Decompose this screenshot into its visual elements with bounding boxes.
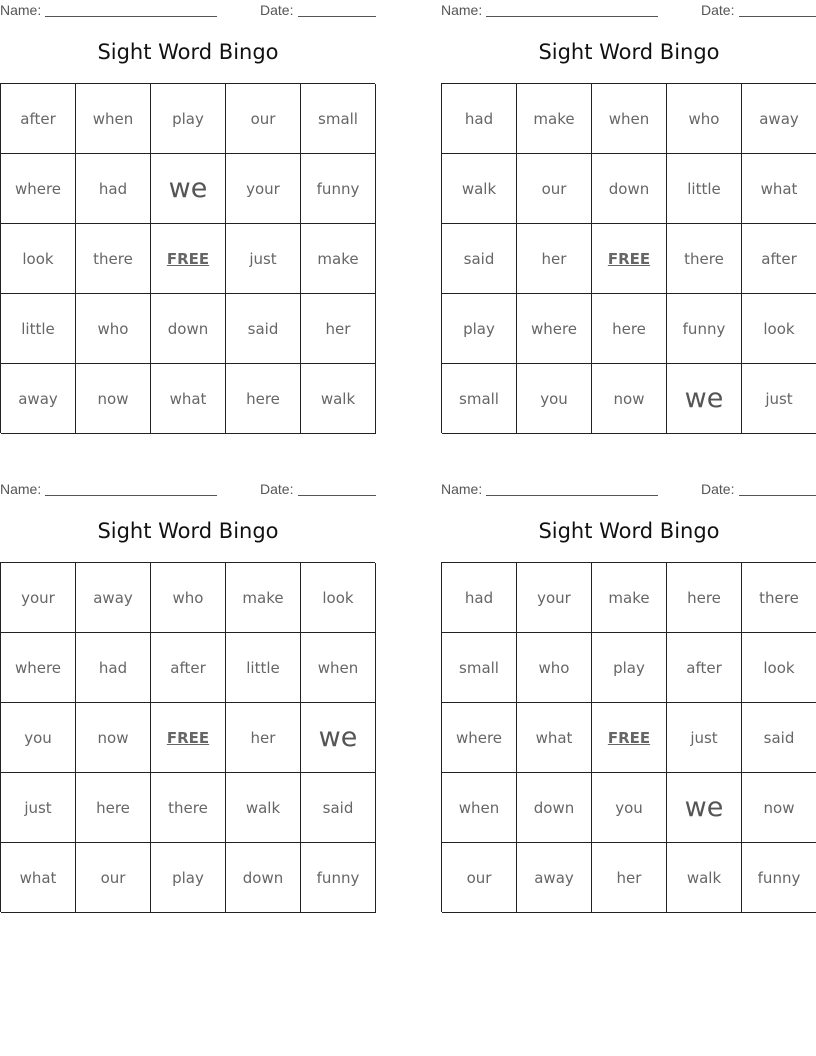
word-cell[interactable]: we (301, 703, 376, 773)
word-cell[interactable]: small (442, 364, 517, 434)
word-cell[interactable]: there (667, 224, 742, 294)
word-cell[interactable]: play (151, 843, 226, 913)
word-cell[interactable]: when (76, 84, 151, 154)
name-date-header (0, 2, 376, 20)
word-cell[interactable]: said (301, 773, 376, 843)
word-cell[interactable]: you (592, 773, 667, 843)
name-label: Name: (0, 481, 42, 497)
word-cell[interactable]: now (76, 364, 151, 434)
word-cell[interactable]: our (517, 154, 592, 224)
name-label: Name: (0, 2, 42, 18)
word-cell[interactable]: down (226, 843, 301, 913)
word-cell[interactable]: here (76, 773, 151, 843)
word-cell[interactable]: our (226, 84, 301, 154)
word-cell[interactable]: when (301, 633, 376, 703)
word-cell[interactable]: away (1, 364, 76, 434)
word-cell[interactable]: who (667, 84, 742, 154)
word-cell[interactable]: after (742, 224, 816, 294)
word-cell[interactable]: make (301, 224, 376, 294)
word-cell[interactable]: where (1, 633, 76, 703)
word-cell[interactable]: when (592, 84, 667, 154)
word-cell[interactable]: make (592, 563, 667, 633)
name-write-line[interactable] (45, 495, 217, 496)
free-space-cell[interactable]: FREE (592, 224, 667, 294)
word-cell[interactable]: down (517, 773, 592, 843)
word-cell[interactable]: here (226, 364, 301, 434)
date-write-line[interactable] (739, 16, 816, 17)
word-cell[interactable]: little (1, 294, 76, 364)
word-cell[interactable]: you (1, 703, 76, 773)
word-cell[interactable]: our (76, 843, 151, 913)
word-cell[interactable]: had (442, 84, 517, 154)
word-cell[interactable]: there (76, 224, 151, 294)
name-write-line[interactable] (486, 16, 658, 17)
word-cell[interactable]: look (742, 633, 816, 703)
word-cell[interactable]: after (1, 84, 76, 154)
word-cell[interactable]: make (226, 563, 301, 633)
word-cell[interactable]: just (667, 703, 742, 773)
word-cell[interactable]: make (517, 84, 592, 154)
word-cell[interactable]: now (76, 703, 151, 773)
word-cell[interactable]: where (1, 154, 76, 224)
name-date-header (441, 2, 816, 20)
bingo-grid (0, 83, 375, 433)
date-label: Date: (260, 2, 294, 18)
word-cell[interactable]: away (76, 563, 151, 633)
name-label: Name: (441, 481, 483, 497)
word-cell[interactable]: what (1, 843, 76, 913)
word-cell[interactable]: had (442, 563, 517, 633)
word-cell[interactable]: our (442, 843, 517, 913)
date-label: Date: (260, 481, 294, 497)
word-cell[interactable]: what (517, 703, 592, 773)
free-space-cell[interactable]: FREE (151, 224, 226, 294)
word-cell[interactable]: little (667, 154, 742, 224)
name-write-line[interactable] (45, 16, 217, 17)
word-cell[interactable]: your (517, 563, 592, 633)
word-cell[interactable]: said (742, 703, 816, 773)
word-cell[interactable]: her (226, 703, 301, 773)
word-cell[interactable]: down (592, 154, 667, 224)
word-cell[interactable]: we (667, 773, 742, 843)
word-cell[interactable]: small (301, 84, 376, 154)
word-cell[interactable]: funny (301, 843, 376, 913)
word-cell[interactable]: who (76, 294, 151, 364)
word-cell[interactable]: we (151, 154, 226, 224)
word-cell[interactable]: just (742, 364, 816, 434)
word-cell[interactable]: just (1, 773, 76, 843)
word-cell[interactable]: said (226, 294, 301, 364)
word-cell[interactable]: what (151, 364, 226, 434)
word-cell[interactable]: small (442, 633, 517, 703)
word-cell[interactable]: we (667, 364, 742, 434)
date-label: Date: (701, 481, 735, 497)
word-cell[interactable]: away (517, 843, 592, 913)
word-cell[interactable]: her (592, 843, 667, 913)
word-cell[interactable]: where (442, 703, 517, 773)
word-cell[interactable]: just (226, 224, 301, 294)
word-cell[interactable]: play (151, 84, 226, 154)
word-cell[interactable]: who (517, 633, 592, 703)
word-cell[interactable]: play (442, 294, 517, 364)
free-space-cell[interactable]: FREE (151, 703, 226, 773)
word-cell[interactable]: there (742, 563, 816, 633)
bingo-grid (441, 562, 816, 912)
word-cell[interactable]: had (76, 154, 151, 224)
word-cell[interactable]: down (151, 294, 226, 364)
date-label: Date: (701, 2, 735, 18)
date-write-line[interactable] (298, 16, 376, 17)
free-space-cell[interactable]: FREE (592, 703, 667, 773)
word-cell[interactable]: away (742, 84, 816, 154)
word-cell[interactable]: walk (226, 773, 301, 843)
bingo-card (0, 479, 376, 919)
word-cell[interactable]: play (592, 633, 667, 703)
name-write-line[interactable] (486, 495, 658, 496)
word-cell[interactable]: there (151, 773, 226, 843)
word-cell[interactable]: look (742, 294, 816, 364)
bingo-card (441, 479, 816, 919)
word-cell[interactable]: look (1, 224, 76, 294)
card-title: Sight Word Bingo (97, 40, 279, 64)
card-title: Sight Word Bingo (538, 519, 720, 543)
bingo-grid (0, 562, 375, 912)
word-cell[interactable]: when (442, 773, 517, 843)
word-cell[interactable]: her (301, 294, 376, 364)
word-cell[interactable]: funny (667, 294, 742, 364)
bingo-card (0, 0, 376, 440)
card-title: Sight Word Bingo (97, 519, 279, 543)
word-cell[interactable]: your (226, 154, 301, 224)
word-cell[interactable]: after (667, 633, 742, 703)
word-cell[interactable]: you (517, 364, 592, 434)
word-cell[interactable]: now (592, 364, 667, 434)
word-cell[interactable]: funny (742, 843, 816, 913)
word-cell[interactable]: here (667, 563, 742, 633)
word-cell[interactable]: said (442, 224, 517, 294)
word-cell[interactable]: had (76, 633, 151, 703)
bingo-grid (441, 83, 816, 433)
word-cell[interactable]: here (592, 294, 667, 364)
name-date-header (441, 481, 816, 499)
word-cell[interactable]: who (151, 563, 226, 633)
word-cell[interactable]: little (226, 633, 301, 703)
name-label: Name: (441, 2, 483, 18)
card-title: Sight Word Bingo (538, 40, 720, 64)
word-cell[interactable]: walk (301, 364, 376, 434)
bingo-card (441, 0, 816, 440)
date-write-line[interactable] (739, 495, 816, 496)
name-date-header (0, 481, 376, 499)
word-cell[interactable]: look (301, 563, 376, 633)
word-cell[interactable]: your (1, 563, 76, 633)
word-cell[interactable]: where (517, 294, 592, 364)
word-cell[interactable]: after (151, 633, 226, 703)
word-cell[interactable]: funny (301, 154, 376, 224)
word-cell[interactable]: now (742, 773, 816, 843)
word-cell[interactable]: walk (442, 154, 517, 224)
word-cell[interactable]: what (742, 154, 816, 224)
date-write-line[interactable] (298, 495, 376, 496)
word-cell[interactable]: her (517, 224, 592, 294)
word-cell[interactable]: walk (667, 843, 742, 913)
